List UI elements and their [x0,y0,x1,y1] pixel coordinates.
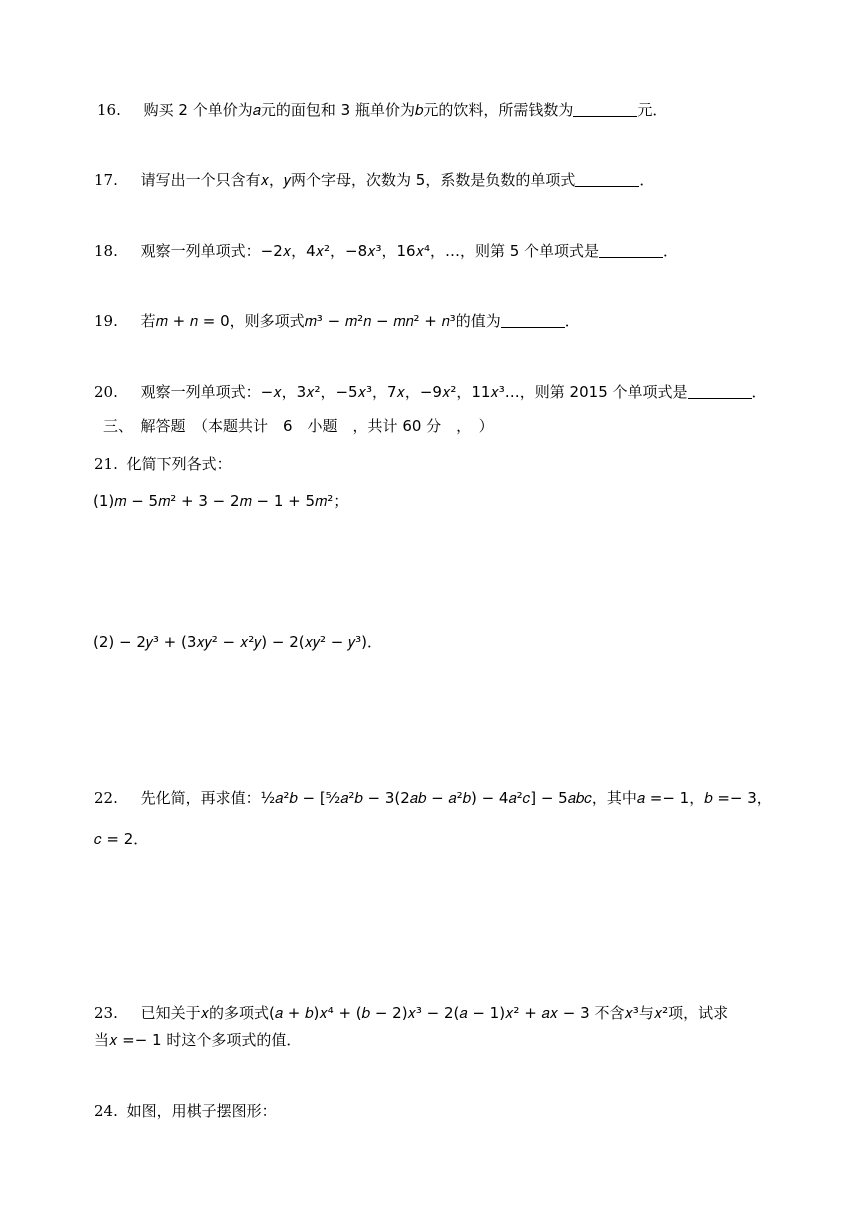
question-text: 如图，用棋子摆图形： [126,1102,277,1120]
question-end: ． [751,383,767,401]
question-16 [97,100,667,120]
question-19 [94,311,580,331]
question-22-line-2: 𝑐 = 2． [94,830,149,848]
question-end: ． [639,171,655,189]
question-text: 先化简，再求值：½𝑎²𝑏 − [⁵⁄₂𝑎²𝑏 − 3(2𝑎𝑏 − 𝑎²𝑏) − 4𝑎²𝑐] − 5𝑎𝑏𝑐，其中𝑎 =− 1，𝑏 =− 3， [140,789,772,807]
answer-blank[interactable] [599,243,663,258]
question-text: 请写出一个只含有𝑥，𝑦两个字母，次数为 5，系数是负数的单项式 [140,171,576,189]
question-number: 23. [94,1004,118,1022]
question-number: 24. [94,1102,118,1120]
answer-blank[interactable] [573,102,637,117]
question-number: 19. [94,312,118,330]
question-21 [94,454,232,474]
question-end: ． [564,312,580,330]
question-22 [94,788,772,808]
question-text: 购买 2 个单价为𝑎元的面包和 3 瓶单价为𝑏元的饮料，所需钱数为 [143,101,574,119]
question-end: 元． [637,101,668,119]
question-23-line-2: 当𝑥 =− 1 时这个多项式的值． [94,1031,302,1049]
question-17 [94,170,654,190]
answer-blank[interactable] [575,172,639,187]
question-text: 化简下列各式： [126,455,232,473]
question-text: 观察一列单项式：−2𝑥，4𝑥²，−8𝑥³，16𝑥⁴，…，则第 5 个单项式是 [140,242,600,260]
question-21-part-1: (1)𝑚 − 5𝑚² + 3 − 2𝑚 − 1 + 5𝑚²； [93,492,349,510]
answer-blank[interactable] [501,313,565,328]
question-number: 21. [94,455,118,473]
question-end: ． [663,242,679,260]
question-text: 若𝑚 + 𝑛 = 0，则多项式𝑚³ − 𝑚²𝑛 − 𝑚𝑛² + 𝑛³的值为 [140,312,501,330]
question-number: 17. [94,171,118,189]
question-number: 16. [97,101,121,119]
question-text: 已知关于𝑥的多项式(𝑎 + 𝑏)𝑥⁴ + (𝑏 − 2)𝑥³ − 2(𝑎 − 1)𝑥² + 𝑎𝑥 − 3 不含𝑥³与𝑥²项，试求 [140,1004,729,1022]
question-number: 22. [94,789,118,807]
question-24 [94,1101,277,1121]
answer-blank[interactable] [688,384,752,399]
question-number: 20. [94,383,118,401]
question-text: 观察一列单项式：−𝑥，3𝑥²，−5𝑥³，7𝑥，−9𝑥²，11𝑥³…，则第 2015 个单项式是 [140,383,688,401]
question-23 [94,1003,728,1023]
question-number: 18. [94,242,118,260]
question-21-part-2: (2) − 2𝑦³ + (3𝑥𝑦² − 𝑥²𝑦) − 2(𝑥𝑦² − 𝑦³)． [93,633,382,651]
section-title: 三、 解答题 （本题共计 6 小题 ，共计 60 分 ， ） [103,417,494,435]
question-20 [94,382,767,402]
question-18 [94,241,678,261]
